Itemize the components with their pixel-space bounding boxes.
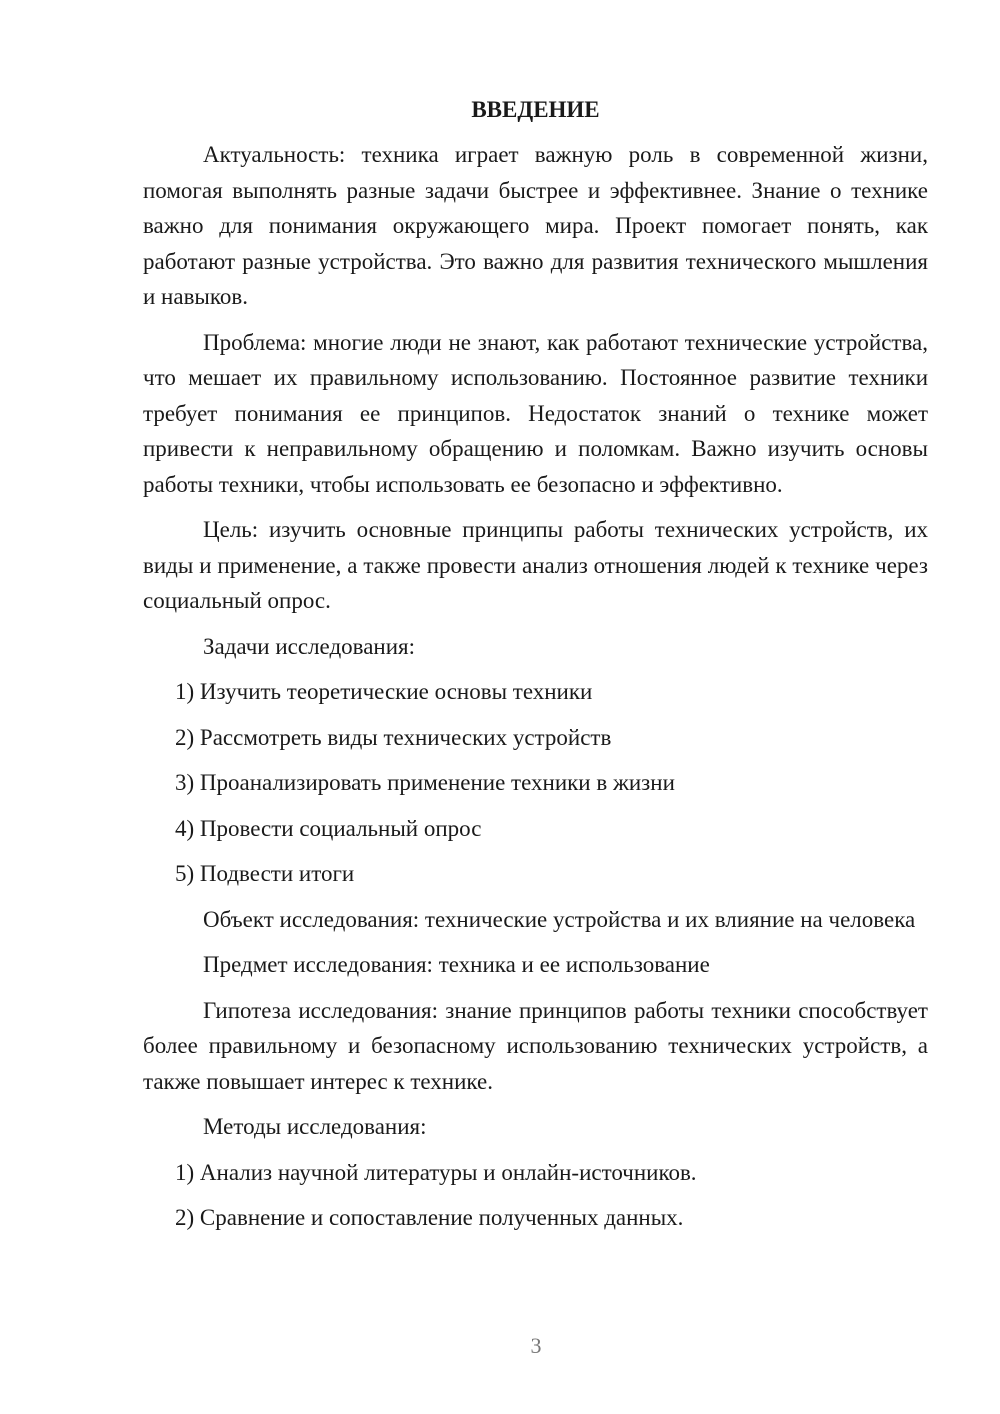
page-number: 3 xyxy=(530,1333,542,1358)
task-item: 4) Провести социальный опрос xyxy=(175,815,482,841)
subject-paragraph: Предмет исследования: техника и ее использование xyxy=(203,952,710,977)
section-title: ВВЕДЕНИЕ xyxy=(471,97,600,122)
task-item: 2) Рассмотреть виды технических устройств xyxy=(175,724,612,750)
methods-heading: Методы исследования: xyxy=(203,1114,427,1139)
task-item: 5) Подвести итоги xyxy=(175,861,355,886)
hypothesis-paragraph: Гипотеза исследования: знание принципов работы техники способствует более правильному и безопасному использованию технических устройств, а также повышает интерес к технике. xyxy=(143,997,928,1094)
tasks-heading: Задачи исследования: xyxy=(203,633,416,659)
method-item: 2) Сравнение и сопоставление полученных данных. xyxy=(175,1205,684,1230)
task-item: 1) Изучить теоретические основы техники xyxy=(175,679,593,704)
relevance-paragraph: Актуальность: техника играет важную роль в современной жизни, помогая выполнять разные задачи быстрее и эффективнее. Знание о технике важно для понимания окружающего мира. Проект помогает понять, как работают разные устройства. Это важно для развития технического мышления и навыков. xyxy=(143,142,928,309)
problem-paragraph: Проблема: многие люди не знают, как работают технические устройства, что мешает их правильному использованию. Постоянное развитие техники требует понимания ее принципов. Недостаток знаний о технике может привести к неправильному обращению и поломкам. Важно изучить основы работы техники, чтобы использовать ее безопасно и эффективно. xyxy=(143,329,928,497)
object-paragraph: Объект исследования: технические устройства и их влияние на человека xyxy=(203,906,916,932)
task-item: 3) Проанализировать применение техники в жизни xyxy=(175,770,675,795)
document-page xyxy=(143,92,928,1246)
goal-paragraph: Цель: изучить основные принципы работы технических устройств, их виды и применение, а также провести анализ отношения людей к технике через социальный опрос. xyxy=(143,517,928,613)
method-item: 1) Анализ научной литературы и онлайн-источников. xyxy=(175,1159,697,1185)
